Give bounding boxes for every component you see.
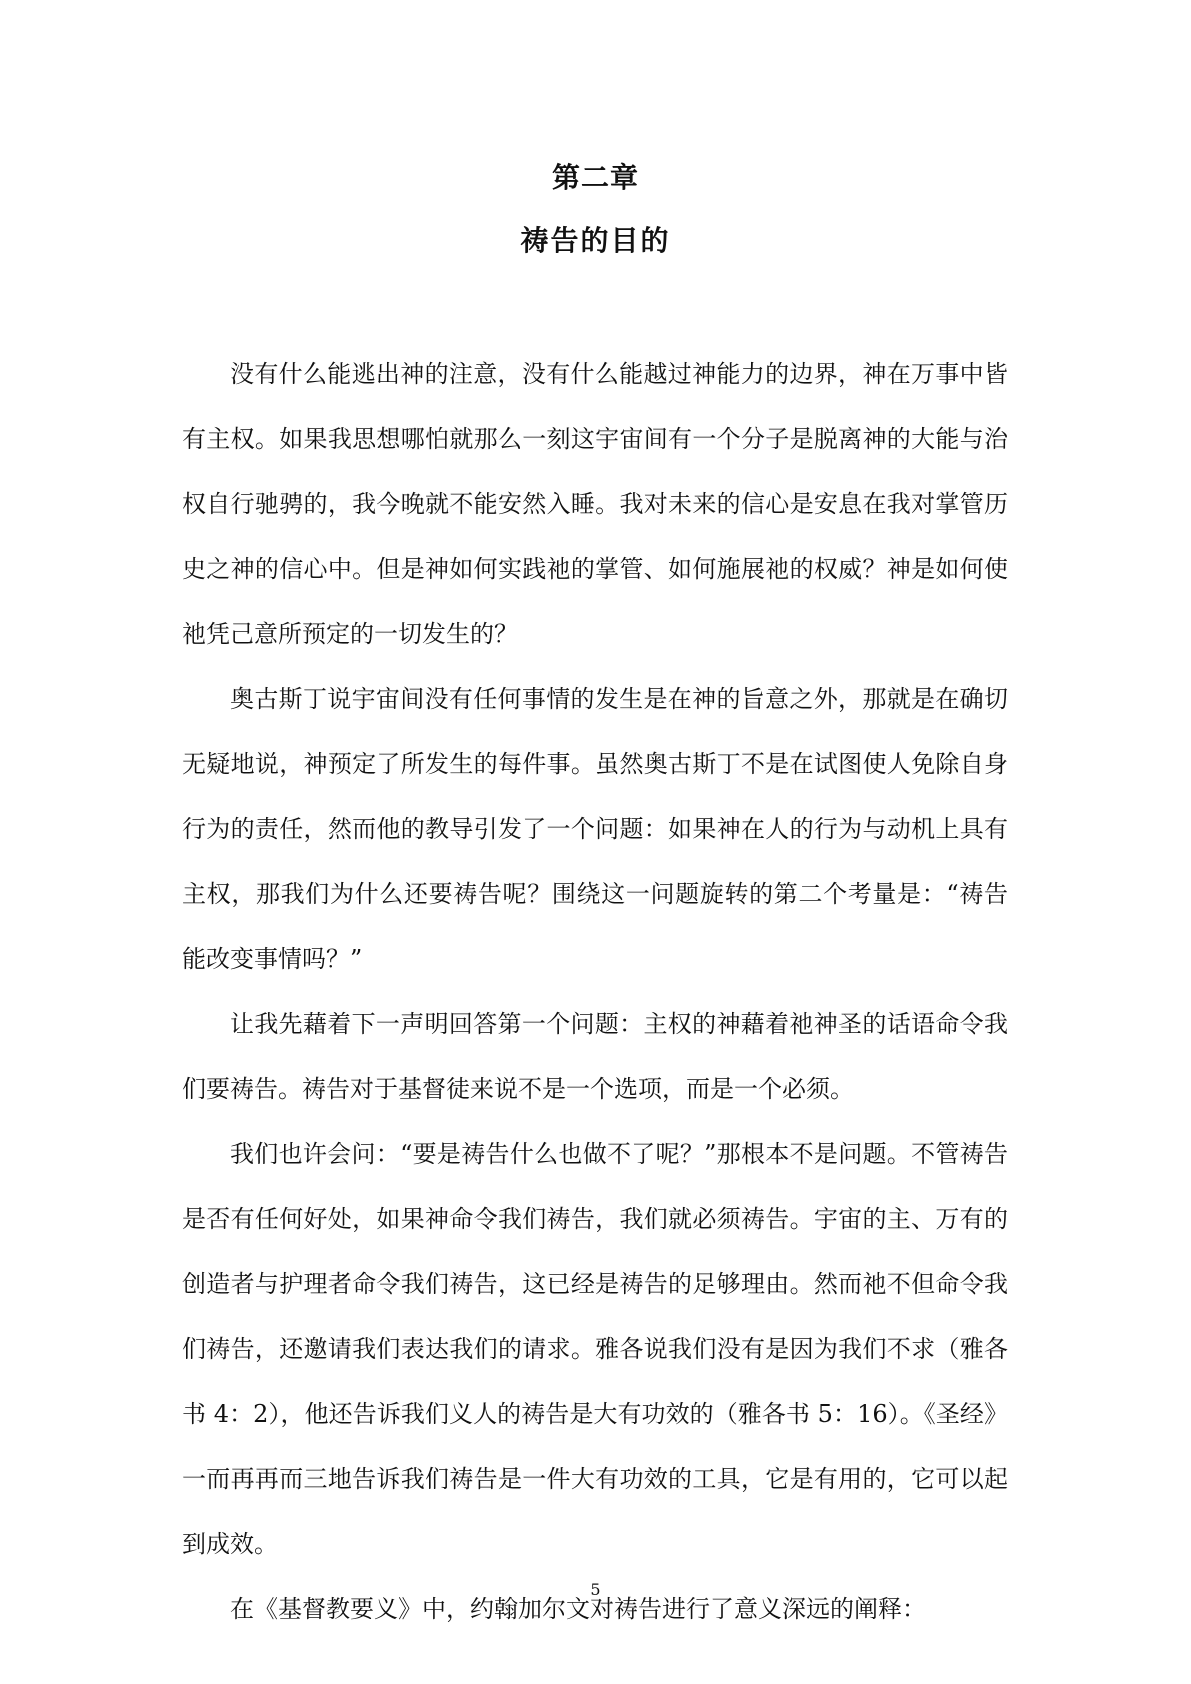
paragraph: 在《基督教要义》中，约翰加尔文对祷告进行了意义深远的阐释： — [230, 1595, 926, 1623]
paragraph: 奥古斯丁说宇宙间没有任何事情的发生是在神的旨意之外，那就是在确切无疑地说，神预定了所发生的每件事。虽然奥古斯丁不是在试图使人免除自身行为的责任，然而他的教导引发了一个问题：如果神在人的行为与动机上具有主权，那我们为什么还要祷告呢？围绕这一问题旋转的第二个考量是：“祷告能改变事情吗？” — [182, 685, 1008, 973]
chapter-title: 祷告的目的 — [520, 224, 671, 257]
paragraph: 没有什么能逃出神的注意，没有什么能越过神能力的边界，神在万事中皆有主权。如果我思想哪怕就那么一刻这宇宙间有一个分子是脱离神的大能与治权自行驰骋的，我今晚就不能安然入睡。我对未来的信心是安息在我对掌管历史之神的信心中。但是神如何实践祂的掌管、如何施展祂的权威？神是如何使祂凭己意所预定的一切发生的？ — [182, 360, 1008, 648]
chapter-number: 第二章 — [551, 161, 639, 194]
paragraph: 让我先藉着下一声明回答第一个问题：主权的神藉着祂神圣的话语命令我们要祷告。祷告对于基督徒来说不是一个选项，而是一个必须。 — [182, 1010, 1008, 1103]
body-text — [182, 342, 1008, 1642]
paragraph: 我们也许会问：“要是祷告什么也做不了呢？”那根本不是问题。不管祷告是否有任何好处，如果神命令我们祷告，我们就必须祷告。宇宙的主、万有的创造者与护理者命令我们祷告，这已经是祷告的足够理由。然而祂不但命令我们祷告，还邀请我们表达我们的请求。雅各说我们没有是因为我们不求（雅各书 4：2），他还告诉我们义人的祷告是大有功效的（雅各书 5：16）。《圣经》一而再再而三地告诉我们祷告是一件大有功效的工具，它是有用的，它可以起到成效。 — [182, 1140, 1008, 1558]
page-number: 5 — [590, 1580, 601, 1599]
